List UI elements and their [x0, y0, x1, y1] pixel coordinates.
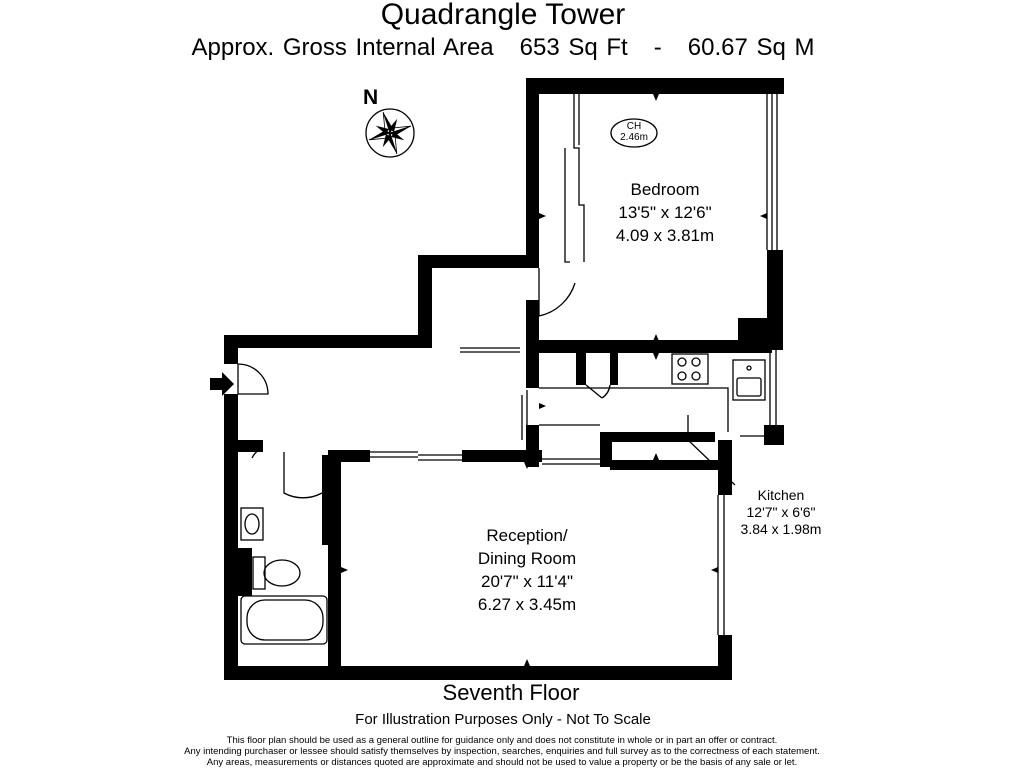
- wall: [526, 78, 784, 94]
- area-sqft: 653 Sq Ft: [519, 34, 628, 61]
- wall: [526, 340, 772, 353]
- dimension-marker: [653, 353, 659, 360]
- dimension-marker: [760, 213, 767, 219]
- bedroom-imperial: 13'5" x 12'6": [618, 203, 712, 222]
- wall: [764, 425, 784, 445]
- dimension-marker: [653, 453, 659, 460]
- disclaimer-line-3: Any areas, measurements or distances quoted are approximate and should not be used to value a property or be the basis of any sale or let.: [206, 757, 798, 768]
- hob-ring: [678, 358, 686, 366]
- dimension-marker: [653, 94, 659, 101]
- basin: [241, 508, 263, 540]
- area-separator: -: [653, 34, 662, 61]
- plan-title: Quadrangle Tower: [380, 0, 626, 31]
- hob-ring: [692, 358, 700, 366]
- reception-imperial: 20'7" x 11'4": [481, 572, 573, 591]
- wall: [238, 548, 252, 596]
- bedroom-name: Bedroom: [630, 180, 700, 199]
- kitchen-imperial: 12'7" x 6'6": [746, 504, 816, 520]
- reception-name-1: Reception/: [486, 526, 568, 545]
- door-swing: [586, 385, 610, 398]
- wall: [418, 255, 539, 268]
- toilet-cistern: [253, 557, 265, 589]
- area-sqm: 60.67 Sq M: [687, 34, 815, 61]
- wall: [462, 450, 542, 462]
- wall: [610, 460, 720, 470]
- sink-tap: [747, 366, 751, 370]
- wall: [224, 666, 730, 680]
- dimension-marker: [711, 567, 718, 573]
- wall: [718, 440, 732, 495]
- wall: [718, 635, 732, 680]
- door-swing: [284, 452, 322, 498]
- wall: [224, 394, 238, 679]
- kitchen-name: Kitchen: [757, 487, 805, 503]
- entrance-door: [238, 364, 268, 394]
- wall: [610, 353, 618, 385]
- wall: [576, 353, 586, 385]
- hob: [672, 354, 708, 384]
- wall: [526, 78, 539, 268]
- wall: [224, 335, 432, 348]
- wall: [526, 353, 539, 388]
- dimension-marker: [653, 334, 659, 341]
- disclaimer-line-2: Any intending purchaser or lessee should satisfy themselves by inspection, searches, enquiries and full survey as to the correctness of each statement.: [184, 746, 820, 757]
- compass-north-label: N: [363, 86, 379, 109]
- entrance-arrow-icon: [210, 372, 234, 396]
- kitchen-metric: 3.84 x 1.98m: [740, 521, 822, 537]
- hob-ring: [692, 372, 700, 380]
- bedroom-metric: 4.09 x 3.81m: [615, 226, 715, 245]
- wall: [322, 455, 334, 545]
- illustration-note: For Illustration Purposes Only - Not To Scale: [355, 711, 651, 728]
- ceiling-height-value: 2.46m: [620, 132, 648, 143]
- ceiling-height-label: [620, 121, 648, 143]
- dimension-marker: [539, 403, 546, 409]
- bedroom-label: [616, 178, 714, 247]
- dimension-marker: [524, 659, 530, 666]
- dimension-marker: [341, 567, 348, 573]
- compass-rose-icon: [362, 105, 417, 160]
- reception-name-2: Dining Room: [477, 549, 577, 568]
- kitchen-label: [741, 487, 822, 538]
- wardrobe-door: [565, 148, 570, 262]
- ceiling-height-abbrev: CH: [626, 121, 642, 132]
- basin-bowl: [245, 514, 259, 534]
- reception-metric: 6.27 x 3.45m: [477, 595, 577, 614]
- wall: [224, 335, 238, 364]
- bath-inner: [247, 600, 323, 640]
- kitchen-sink-bowl: [737, 378, 761, 396]
- dimension-marker: [539, 213, 546, 219]
- disclaimer-line-1: This floor plan should be used as a general outline for guidance only and does not constitute in whole or in part an offer or contract.: [226, 735, 778, 746]
- toilet-bowl: [264, 560, 300, 586]
- area-label: Approx. Gross Internal Area: [191, 34, 494, 61]
- wall: [600, 432, 715, 442]
- door-swing: [539, 268, 575, 316]
- wall: [418, 255, 432, 348]
- hob-ring: [678, 372, 686, 380]
- reception-label: [478, 524, 576, 616]
- floor-label: Seventh Floor: [442, 680, 580, 705]
